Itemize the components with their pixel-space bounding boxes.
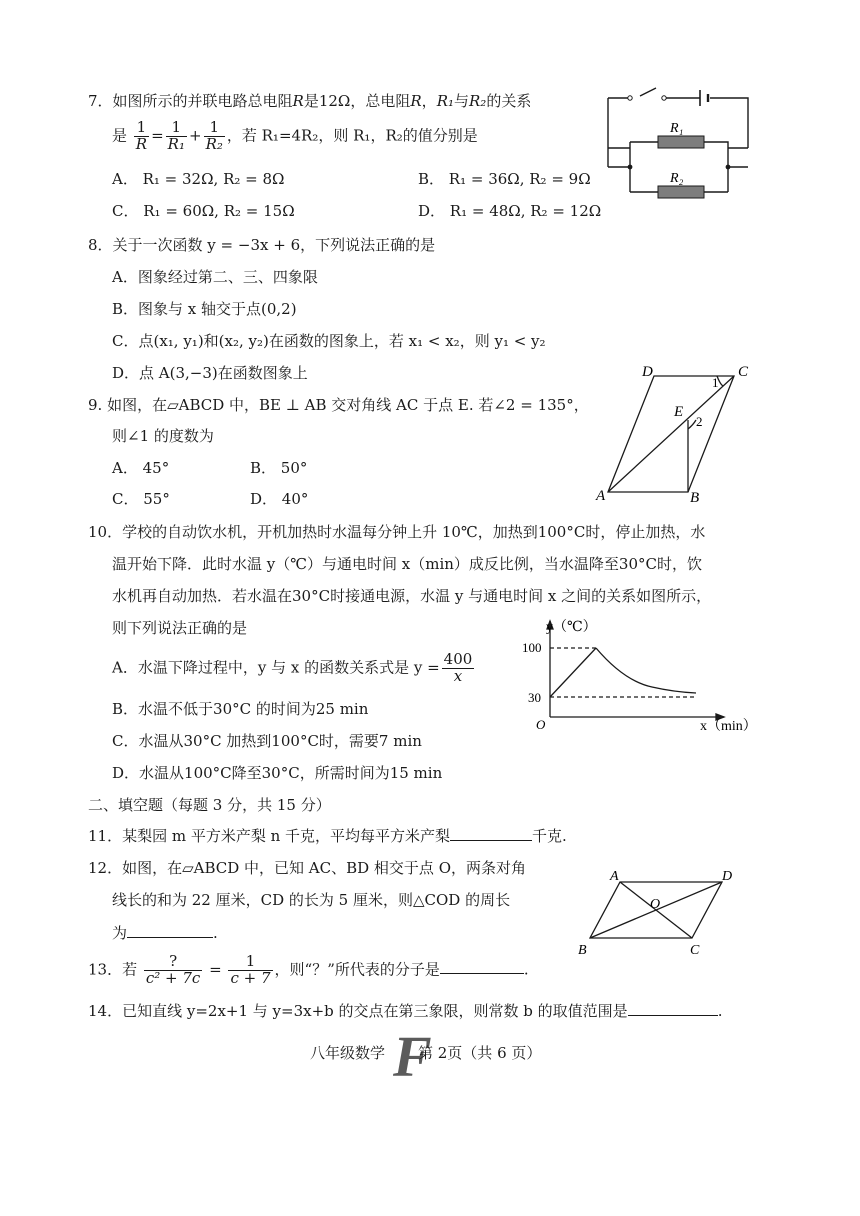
q8-option-d: D．点 A(3,−3)在函数图象上 — [112, 364, 308, 382]
vertex-b: B — [578, 943, 587, 958]
resistor-r1 — [658, 136, 704, 148]
vertex-d: D — [722, 869, 733, 884]
q7-stem-line2: 是 $\frac{1}{R}$ = $\frac{1}{\text{R₁}}$ + $\frac{1}{\text{R₂}}$ ，若 R₁=4R₂，则 R₁，R₂的值分别是 — [112, 118, 478, 153]
footer-subject: 八年级数学 — [310, 1044, 386, 1062]
q7-stem-line1: 7．如图所示的并联电路总电阻R是12Ω，总电阻R，R₁与R₂的关系 — [88, 92, 532, 110]
vertex-c: C — [690, 943, 700, 958]
section-title-fill-blank: 二、填空题（每题 3 分，共 15 分） — [88, 796, 331, 814]
q9-option-a: A． 45° — [112, 459, 170, 477]
q7-option-c: C． R₁ = 60Ω, R₂ = 15Ω — [112, 202, 295, 220]
vertex-a: A — [596, 488, 606, 504]
y-axis-label: y（℃） — [546, 620, 597, 635]
q7-option-d: D． R₁ = 48Ω, R₂ = 12Ω — [418, 202, 602, 220]
x-axis-label: x（min） — [700, 719, 757, 734]
q9-stem-line2: 则∠1 的度数为 — [112, 427, 214, 445]
q10-option-b: B．水温不低于30°C 的时间为25 min — [112, 700, 369, 718]
footer-page-number: 第 2页（共 6 页） — [418, 1044, 542, 1062]
q10-option-a: A．水温下降过程中，y 与 x 的函数关系式是 y = $\frac{400}{x}$ — [112, 650, 473, 685]
label-r1: R₁ — [670, 121, 684, 136]
q10-option-d: D．水温从100°C降至30°C，所需时间为15 min — [112, 764, 443, 782]
angle-1-label: 1 — [712, 375, 719, 390]
q14-stem: 14．已知直线 y=2x+1 与 y=3x+b 的交点在第三象限，则常数 b 的取值范围是 . — [88, 1002, 723, 1020]
vertex-b: B — [690, 490, 700, 506]
point-o: O — [650, 897, 661, 912]
vertex-c: C — [738, 364, 749, 380]
angle-2-label: 2 — [696, 414, 703, 429]
q8-stem: 8．关于一次函数 y = −3x + 6，下列说法正确的是 — [88, 236, 436, 254]
q8-option-a: A．图象经过第二、三、四象限 — [112, 268, 318, 286]
tick-30: 30 — [528, 690, 541, 705]
q10-stem-line3: 水机再自动加热．若水温在30°C时接通电源，水温 y 与通电时间 x 之间的关系如图所示， — [112, 587, 712, 605]
tick-100: 100 — [522, 640, 542, 655]
q10-stem-line4: 则下列说法正确的是 — [112, 619, 248, 637]
q7-option-a: A． R₁ = 32Ω, R₂ = 8Ω — [112, 170, 285, 188]
point-e: E — [674, 404, 684, 420]
q7-circuit-diagram — [600, 86, 760, 206]
footer-watermark-f: F — [393, 1024, 432, 1089]
origin-label: O — [536, 717, 546, 732]
resistor-r2 — [658, 186, 704, 198]
q9-option-b: B． 50° — [250, 459, 308, 477]
q9-option-d: D． 40° — [250, 490, 309, 508]
q11-stem: 11．某梨园 m 平方米产梨 n 千克，平均每平方米产梨 千克. — [88, 827, 567, 845]
q13-stem: 13．若 $\frac{?}{\text{c² + 7c}}$ = $\frac{1}{c + 7}$ ，则“？”所代表的分子是 . — [88, 952, 529, 987]
q12-stem-line1: 12．如图，在▱ABCD 中，已知 AC、BD 相交于点 O，两条对角 — [88, 859, 526, 877]
q10-temperature-graph — [512, 615, 762, 737]
q12-parallelogram-figure — [572, 866, 742, 958]
q9-stem: 9. 如图，在▱ABCD 中，BE ⊥ AB 交对角线 AC 于点 E. 若∠2 = 135°， — [88, 396, 589, 414]
q10-option-c: C．水温从30°C 加热到100°C时，需要7 min — [112, 732, 422, 750]
q9-parallelogram-figure — [592, 362, 762, 507]
q12-stem-line2: 线长的和为 22 厘米，CD 的长为 5 厘米，则△COD 的周长 — [112, 891, 511, 909]
q7-option-b: B． R₁ = 36Ω, R₂ = 9Ω — [418, 170, 591, 188]
q12-stem-line3: 为 . — [112, 924, 218, 942]
q9-option-c: C． 55° — [112, 490, 170, 508]
label-r2: R₂ — [670, 171, 684, 186]
q10-stem-line1: 10．学校的自动饮水机，开机加热时水温每分钟上升 10℃，加热到100°C时，停止加热，水 — [88, 523, 706, 541]
q8-option-b: B．图象与 x 轴交于点(0,2) — [112, 300, 297, 318]
vertex-d: D — [642, 364, 653, 380]
q10-stem-line2: 温开始下降．此时水温 y（℃）与通电时间 x（min）成反比例，当水温降至30°C时，饮 — [112, 555, 702, 573]
q8-option-c: C．点(x₁, y₁)和(x₂, y₂)在函数的图象上，若 x₁ < x₂，则 y₁ < y₂ — [112, 332, 546, 350]
vertex-a: A — [610, 869, 619, 884]
